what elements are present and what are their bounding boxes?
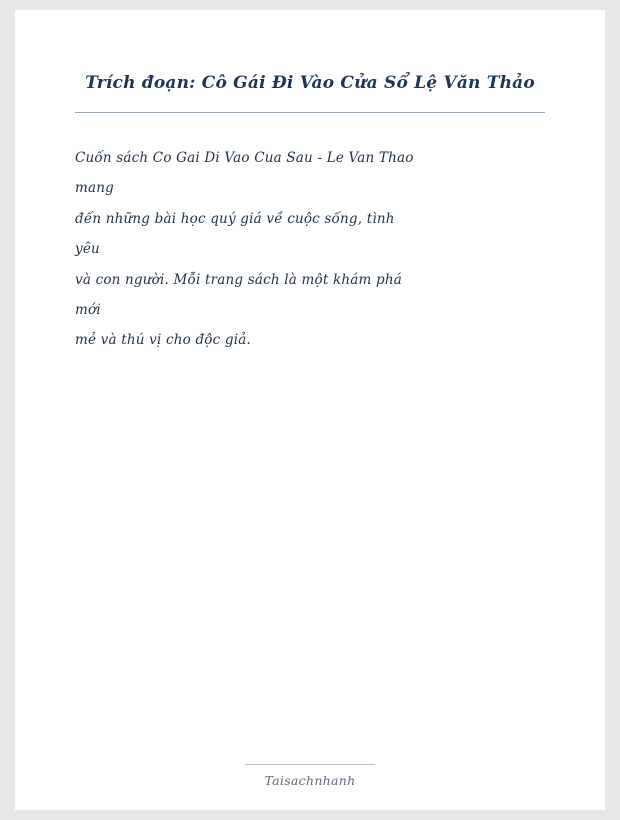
- paragraph-line: mang: [75, 180, 114, 197]
- paragraph-line: mẻ và thú vị cho độc giả.: [75, 332, 251, 349]
- footer-site-name: Taisachnhanh: [264, 773, 356, 788]
- paragraph-line: đến những bài học quý giá về cuộc sống, tình: [75, 210, 395, 227]
- excerpt-paragraph: [75, 143, 545, 356]
- footer-divider: [245, 764, 375, 765]
- page-title: Trích đoạn: Cô Gái Đi Vào Cửa Sổ Lệ Văn Thảo: [85, 73, 535, 93]
- paragraph-line: yêu: [75, 241, 100, 258]
- title-divider: [75, 112, 545, 113]
- paragraph-line: mới: [75, 301, 101, 318]
- document-footer: [15, 764, 605, 810]
- paragraph-line: và con người. Mỗi trang sách là một khám phá: [75, 271, 402, 288]
- paragraph-line: Cuốn sách Co Gai Di Vao Cua Sau - Le Van Thao: [75, 150, 414, 167]
- document-body: [15, 10, 605, 764]
- document-page: [15, 10, 605, 810]
